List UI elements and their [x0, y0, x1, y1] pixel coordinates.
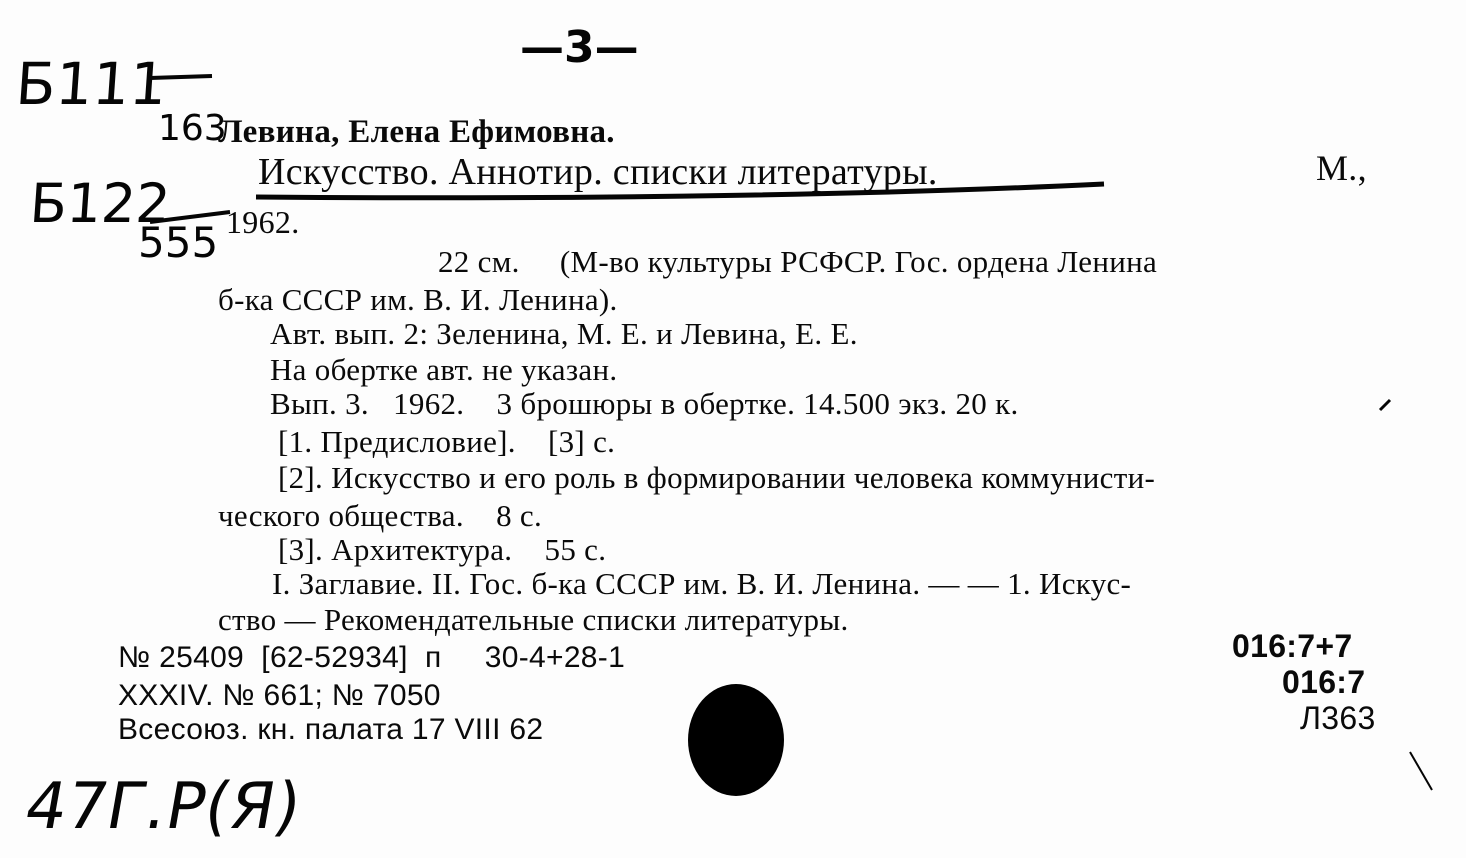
handwritten-shelf-code-2: Б122: [27, 172, 173, 235]
contents-part-3: [3]. Архитектура. 55 с.: [278, 532, 607, 567]
issue-details: Вып. 3. 1962. 3 брошюры в обертке. 14.500 экз. 20 к.: [270, 386, 1019, 421]
size-and-series: 22 см. (М-во культуры РСФСР. Гос. ордена Ленина: [438, 244, 1158, 279]
publication-year: 1962.: [226, 204, 300, 240]
note-cover: На обертке авт. не указан.: [270, 352, 618, 387]
title-line: Искусство. Аннотир. списки литературы.: [258, 151, 938, 193]
tracings: I. Заглавие. II. Гос. б-ка СССР им. В. И. Ленина. — — 1. Искус-: [272, 566, 1132, 601]
classification-author-mark: Л363: [1300, 700, 1376, 736]
handwritten-page-mark: —3—: [520, 22, 639, 73]
handwritten-shelf-code-1: Б111: [13, 50, 169, 118]
author-heading: Левина, Елена Ефимовна.: [218, 114, 615, 150]
contents-part-1: [1. Предисловие]. [3] с.: [278, 424, 616, 459]
classification-udc-1: 016:7+7: [1232, 628, 1353, 664]
note-authors: Авт. вып. 2: Зеленина, М. Е. и Левина, Е. Е.: [270, 316, 858, 351]
handwritten-shelf-sub-2: 555: [138, 218, 219, 267]
place-of-publication: М.,: [1316, 148, 1367, 188]
classification-udc-2: 016:7: [1282, 664, 1366, 700]
volume-number: XXXIV. № 661; № 7050: [118, 679, 441, 712]
record-number: № 25409 [62-52934] п 30-4+28-1: [118, 641, 626, 674]
contents-part-2-continued: ческого общества. 8 с.: [218, 498, 543, 533]
handwritten-bottom-mark: 47Г.Р(Я): [19, 770, 307, 844]
book-chamber-stamp: Всесоюз. кн. палата 17 VIII 62: [118, 713, 544, 746]
handwritten-shelf-sub-1: 163: [158, 108, 227, 149]
series-continuation: б-ка СССР им. В. И. Ленина).: [218, 282, 618, 317]
ink-blot: [688, 684, 784, 796]
contents-part-2: [2]. Искусство и его роль в формировании человека коммунисти-: [278, 460, 1156, 495]
tracings-continued: ство — Рекомендательные списки литературы.: [218, 602, 849, 637]
